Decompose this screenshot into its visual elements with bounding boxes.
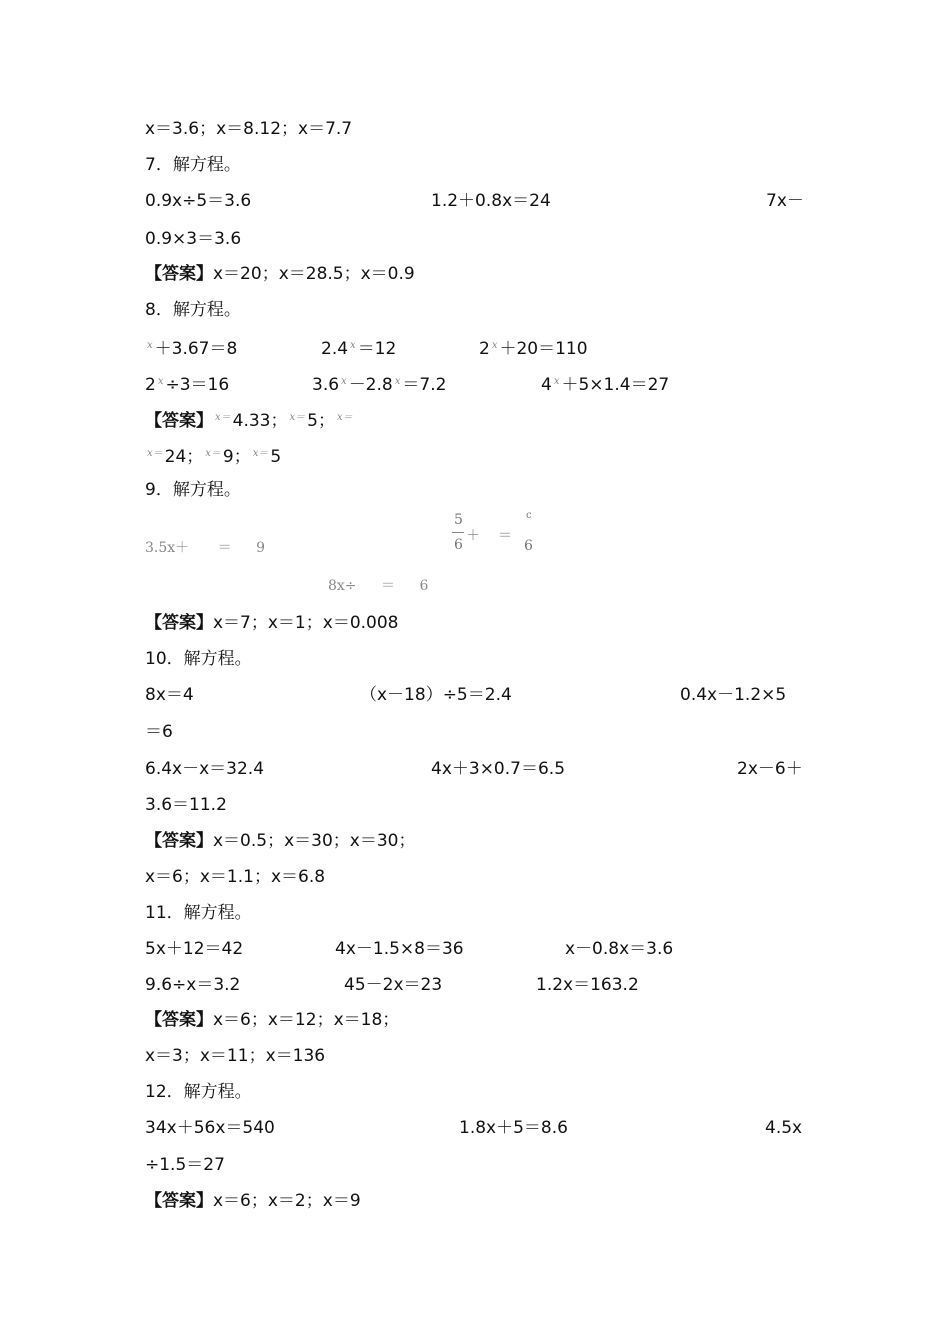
variable: x xyxy=(394,376,401,387)
variable: x＝ xyxy=(252,448,269,459)
answer-text: 9； xyxy=(222,447,251,467)
answer-label: 【答案】 xyxy=(145,1191,213,1211)
answer-text: 24； xyxy=(164,447,204,467)
equation-text: ＋5×1.4＝27 xyxy=(561,375,670,395)
answer-line xyxy=(145,612,398,634)
question-title-12: 12．解方程。 xyxy=(145,1082,252,1102)
equation-image xyxy=(145,537,265,559)
variable: x xyxy=(491,340,498,351)
question-title-10: 10．解方程。 xyxy=(145,649,252,669)
equation: 0.9x÷5＝3.6 xyxy=(145,191,252,211)
equation: 4x＋3×0.7＝6.5 xyxy=(431,759,566,779)
equation-text: 9 xyxy=(256,540,265,556)
variable: x＝ xyxy=(205,448,221,459)
equation-text: 3.5x＋ xyxy=(145,540,190,556)
answer-line xyxy=(145,443,281,468)
equation: 7x－ xyxy=(766,191,804,211)
variable: x＝ xyxy=(336,412,353,423)
equation: 1.2＋0.8x＝24 xyxy=(431,191,551,211)
fraction-denominator: 6 xyxy=(454,537,463,553)
answer-label: 【答案】 xyxy=(145,264,213,284)
equation-text: ＝7.2 xyxy=(402,375,447,395)
equation: x－0.8x＝3.6 xyxy=(565,939,674,959)
question-title-7: 7．解方程。 xyxy=(145,155,241,175)
equation-text: 4 xyxy=(541,375,552,395)
answer-text: x＝6；x＝2；x＝9 xyxy=(213,1191,361,1211)
equation-text: ＝12 xyxy=(357,339,397,359)
variable: x xyxy=(147,340,153,351)
variable: x xyxy=(341,376,347,387)
equation-text: 2.4 xyxy=(321,339,349,359)
answer-text: 5 xyxy=(270,447,282,467)
answer-text: x＝0.5；x＝30；x＝30； xyxy=(213,831,416,851)
equation: 6.4x－x＝32.4 xyxy=(145,759,265,779)
answer-line xyxy=(145,1009,399,1031)
variable: x xyxy=(553,376,560,387)
equation-continued: 3.6＝11.2 xyxy=(145,795,227,815)
equation xyxy=(145,371,229,396)
variable: x＝ xyxy=(147,448,163,459)
equation-text: ＋20＝110 xyxy=(499,339,588,359)
equation-image xyxy=(328,575,428,597)
answer-text: x＝20；x＝28.5；x＝0.9 xyxy=(213,264,415,284)
answer-line xyxy=(145,407,355,432)
equation xyxy=(145,335,237,360)
question-title-9: 9．解方程。 xyxy=(145,480,241,500)
equation: （x－18）÷5＝2.4 xyxy=(360,685,512,705)
answer-line: x＝3.6；x＝8.12；x＝7.7 xyxy=(145,119,353,139)
fraction-numerator: c xyxy=(526,510,532,521)
equation: 4.5x xyxy=(765,1118,803,1138)
variable: x xyxy=(157,376,164,387)
fraction-denominator: 6 xyxy=(524,538,533,554)
answer-line xyxy=(145,1190,361,1212)
equation: 45－2x＝23 xyxy=(344,975,443,995)
equation-text: ＝ xyxy=(381,578,395,594)
answer-text: 4.33； xyxy=(232,411,288,431)
equation: 1.8x＋5＝8.6 xyxy=(459,1118,568,1138)
equation xyxy=(321,335,396,360)
equation-text: ÷3＝16 xyxy=(165,375,230,395)
fraction-bar xyxy=(452,532,464,533)
fraction-numerator: 5 xyxy=(454,512,463,528)
variable: x＝ xyxy=(215,412,231,423)
equation-text: 3.6 xyxy=(312,375,340,395)
equation-text: 8x÷ xyxy=(328,578,357,594)
answer-label: 【答案】 xyxy=(145,831,213,851)
equation-text: ＋ xyxy=(466,528,480,544)
equation-text: －2.8 xyxy=(348,375,393,395)
answer-text: 5； xyxy=(307,411,335,431)
equation-text: ＝ xyxy=(217,540,232,556)
equation-continued: ＝6 xyxy=(145,722,173,742)
answer-line xyxy=(145,830,415,852)
question-title-8: 8．解方程。 xyxy=(145,300,241,320)
answer-label: 【答案】 xyxy=(145,411,213,431)
equation: 2x－6＋ xyxy=(737,759,803,779)
variable: x＝ xyxy=(289,412,306,423)
answer-label: 【答案】 xyxy=(145,1010,213,1030)
equation xyxy=(312,371,446,396)
equation xyxy=(479,335,588,360)
equation-text: ＋3.67＝8 xyxy=(154,339,238,359)
equation-text: ＝ xyxy=(498,528,512,544)
answer-label: 【答案】 xyxy=(145,613,213,633)
equation: 4x－1.5×8＝36 xyxy=(335,939,464,959)
equation: 1.2x＝163.2 xyxy=(536,975,639,995)
equation: 5x＋12＝42 xyxy=(145,939,244,959)
equation-text: 6 xyxy=(419,578,429,594)
equation-text: 2 xyxy=(479,339,490,359)
equation: 0.4x－1.2×5 xyxy=(680,685,787,705)
answer-line xyxy=(145,263,415,285)
answer-line: x＝3；x＝11；x＝136 xyxy=(145,1046,326,1066)
equation: 9.6÷x＝3.2 xyxy=(145,975,241,995)
equation xyxy=(541,371,669,396)
answer-text: x＝7；x＝1；x＝0.008 xyxy=(213,613,399,633)
variable: x xyxy=(350,340,356,351)
answer-line: x＝6；x＝1.1；x＝6.8 xyxy=(145,867,326,887)
equation: 34x＋56x＝540 xyxy=(145,1118,275,1138)
equation-continued: 0.9×3＝3.6 xyxy=(145,229,242,249)
equation-continued: ÷1.5＝27 xyxy=(145,1155,225,1175)
question-title-11: 11．解方程。 xyxy=(145,903,252,923)
equation-text: 2 xyxy=(145,375,156,395)
answer-text: x＝6；x＝12；x＝18； xyxy=(213,1010,400,1030)
equation: 8x＝4 xyxy=(145,685,194,705)
